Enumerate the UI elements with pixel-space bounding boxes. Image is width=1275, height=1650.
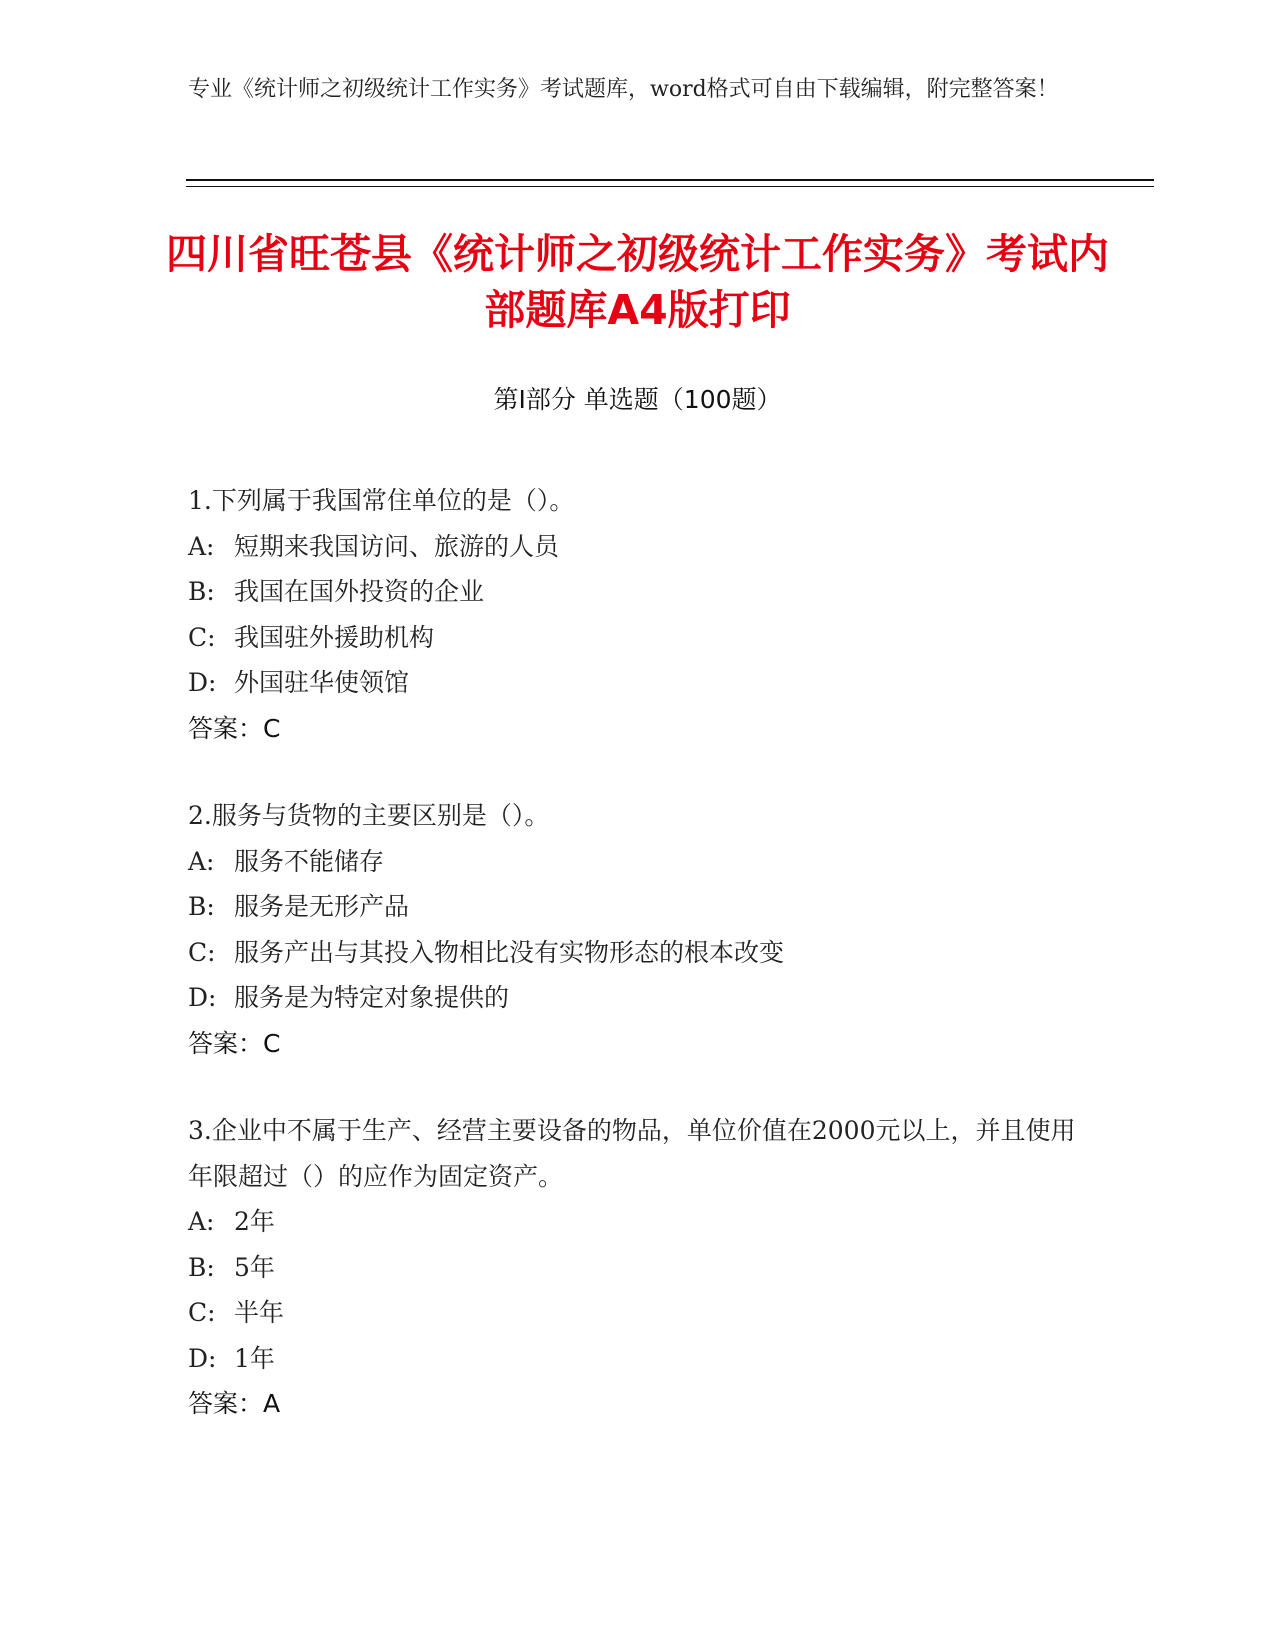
option-key: A: [188, 846, 215, 876]
answer-line [188, 1021, 1088, 1067]
option-c [188, 1290, 1088, 1336]
option-text: 半年 [234, 1298, 285, 1327]
option-key: C: [188, 622, 216, 652]
question-list [188, 478, 1088, 1469]
answer-value: A [263, 1389, 281, 1418]
option-text: 服务产出与其投入物相比没有实物形态的根本改变 [234, 937, 785, 967]
option-text: 短期来我国访问、旅游的人员 [234, 531, 560, 561]
answer-value: C [263, 1028, 281, 1058]
header-note: 专业《统计师之初级统计工作实务》考试题库，word格式可自由下载编辑，附完整答案！ [188, 77, 1059, 102]
question-1 [188, 478, 1088, 751]
option-key: D: [188, 1343, 217, 1373]
answer-line [188, 706, 1088, 752]
question-stem: 1.下列属于我国常住单位的是（）。 [188, 486, 575, 515]
option-key: C: [188, 937, 216, 967]
option-key: D: [188, 983, 217, 1012]
answer-value: C [263, 713, 281, 743]
option-b [188, 1245, 1088, 1291]
option-text: 1年 [234, 1343, 275, 1373]
option-a [188, 1199, 1088, 1245]
header-rule-thin [186, 186, 1154, 187]
question-2 [188, 793, 1088, 1066]
section-title: 第Ⅰ部分 单选题（100题） [493, 385, 782, 414]
option-key: B: [188, 1252, 215, 1282]
option-a [188, 524, 1088, 570]
option-text: 2年 [234, 1207, 275, 1236]
option-text: 服务不能储存 [234, 846, 385, 876]
option-text: 我国在国外投资的企业 [234, 577, 485, 606]
option-key: D: [188, 668, 217, 697]
option-text: 外国驻华使领馆 [234, 668, 410, 697]
option-c [188, 615, 1088, 661]
question-stem: 2.服务与货物的主要区别是（）。 [188, 801, 550, 830]
option-text: 服务是为特定对象提供的 [234, 983, 510, 1012]
option-key: A: [188, 1207, 215, 1236]
option-key: B: [188, 577, 215, 606]
option-d [188, 1336, 1088, 1382]
option-b [188, 884, 1088, 930]
option-a [188, 839, 1088, 885]
option-key: C: [188, 1298, 216, 1327]
answer-label: 答案： [188, 713, 264, 743]
option-b [188, 569, 1088, 615]
answer-label: 答案： [188, 1389, 264, 1418]
option-text: 我国驻外援助机构 [234, 622, 435, 652]
option-text: 5年 [234, 1252, 275, 1282]
answer-label: 答案： [188, 1028, 264, 1058]
question-3 [188, 1108, 1088, 1427]
document-title: 四川省旺苍县《统计师之初级统计工作实务》考试内部题库A4版打印 [166, 230, 1109, 334]
option-key: A: [188, 531, 215, 561]
option-key: B: [188, 892, 215, 921]
option-text: 服务是无形产品 [234, 892, 410, 921]
option-d [188, 660, 1088, 706]
answer-line [188, 1381, 1088, 1427]
question-stem: 3.企业中不属于生产、经营主要设备的物品，单位价值在2000元以上，并且使用年限超过（）的应作为固定资产。 [188, 1116, 1076, 1191]
option-c [188, 930, 1088, 976]
option-d [188, 975, 1088, 1021]
header-rule-thick [186, 179, 1154, 181]
